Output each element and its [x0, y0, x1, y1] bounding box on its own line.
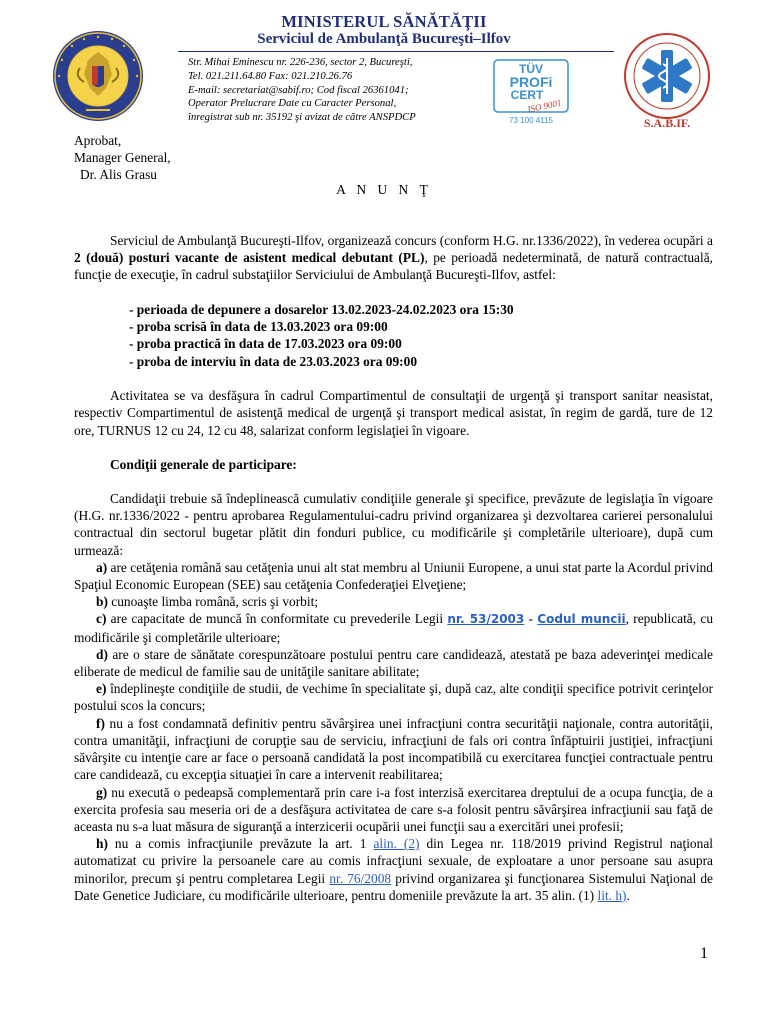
law-53-2003-link[interactable]: nr. 53/2003	[447, 612, 525, 627]
item-letter: c)	[96, 611, 107, 627]
intro-positions: 2 (două) posturi vacante de asistent medical debutant (PL)	[74, 250, 425, 266]
item-letter: a)	[96, 559, 108, 575]
tuv-line3: CERT	[510, 88, 544, 102]
item-text: nu a fost condamnată definitiv pentru săvârşirea unei infracţiuni contra securităţii naţionale, contra autorităţii, contra umanităţii, infracţiuni de corupţie sau de serviciu, infracţiuni de fals ori contra înfăptuirii justiţiei, infracţiuni săvârşite cu intenţie care ar face o persoană candidată la post incompatibilă cu exercitarea funcţiei contractuale pentru care candidează, cu excepţia situaţiei în care a intervenit reabilitarea;	[74, 715, 713, 783]
condition-item-b	[74, 593, 713, 610]
condition-item-e	[74, 680, 713, 714]
lit-h-link[interactable]: lit. h)	[597, 887, 627, 903]
sabif-label: S.A.B.IF.	[643, 116, 691, 130]
schedule-item: - proba scrisă în data de 13.03.2023 ora 09:00	[129, 319, 388, 335]
address-line: Str. Mihai Eminescu nr. 226-236, sector 2, Bucureşti,	[188, 57, 413, 68]
item-text: privind organizarea şi funcţionarea Sistemului Naţional de Date Genetice Judiciare, cu modificările ulterioare, pentru domeniile prevăzute la art. 35 alin. (1)	[74, 870, 713, 903]
approval-block	[74, 132, 171, 183]
tuv-iso: ISO 9001	[526, 97, 563, 115]
email-line: E-mail: secretariat@sabif.ro; Cod fiscal 26361041;	[188, 84, 409, 96]
item-text: are o stare de sănătate corespunzătoare postului pentru care candidează, atestată pe baza adeverinţei medicale eliberate de medicul de familie sau de unităţile sanitare abilitate;	[74, 646, 713, 680]
conditions-title: Condiţii generale de participare:	[110, 456, 297, 472]
tuv-number: 73 100 4115	[509, 116, 553, 125]
item-text: are cetăţenia română sau cetăţenia unui alt stat membru al Uniunii Europene, a unui stat parte la Acordul privind Spaţiul Economic European (SEE) sau cetăţenia Confederaţiei Elveţiene;	[74, 559, 713, 593]
schedule-item: - proba practică în data de 17.03.2023 ora 09:00	[129, 336, 402, 352]
operator-line: Operator Prelucrare Date cu Caracter Personal,	[188, 98, 397, 110]
item-text: nu execută o pedeapsă complementară prin care i-a fost interzisă exercitarea dreptului de a ocupa funcţia, de a exercita profesia sau meseria ori de a desfăşura activitatea de care s-a folosit pentru săvârşirea infracţiunii sau faţă de aceasta nu s-a luat măsura de siguranţă a interzicerii ocupării unei funcţii sau a exercitări unei profesii;	[74, 784, 713, 834]
page-number: 1	[700, 945, 708, 962]
schedule-item: - proba de interviu în data de 23.03.2023 ora 09:00	[129, 353, 418, 369]
tuv-profi-cert-logo-icon	[493, 59, 569, 125]
phone-line: Tel. 021.211.64.80 Fax: 021.210.26.76	[188, 70, 353, 82]
tuv-line1: TÜV	[519, 62, 543, 76]
service-title: Serviciul de Ambulanţă Bucureşti–Ilfov	[257, 31, 511, 47]
law-76-2008-link[interactable]: nr. 76/2008	[329, 870, 392, 886]
intro-text3: , pe perioadă nedeterminată, de natură contractuală, funcţie de execuţie, în cadrul substaţiilor Serviciului de Ambulanţă Bucureşti-Ilfov, astfel:	[74, 250, 713, 283]
intro-text1: Serviciul de Ambulanţă Bucureşti-Ilfov, organizează concurs (conform H.G. nr.1336/2022), în vederea ocupări a	[110, 233, 713, 248]
item-text: are capacitate de muncă în conformitate cu prevederile Legii	[106, 611, 448, 627]
document-title: A N U N Ţ	[336, 182, 432, 197]
sabif-star-of-life-seal-icon	[617, 32, 717, 130]
item-text: .	[626, 887, 630, 903]
approval-line2: Manager General,	[74, 150, 171, 165]
romania-coat-of-arms-seal-icon	[52, 30, 144, 122]
approval-line3: Dr. Alis Grasu	[80, 167, 157, 182]
condition-item-g	[74, 784, 713, 836]
condition-item-f	[74, 715, 713, 784]
item-text: din Legea nr. 118/2019 privind Registrul naţional automatizat cu privire la persoanele care au comis infracţiuni sexuale, de exploatare a unor persoane sau asupra minorilor, precum şi pentru completarea Legii	[74, 836, 713, 886]
item-text: , republicată, cu modificările şi completările ulterioare;	[74, 611, 714, 645]
codul-muncii-link[interactable]: Codul muncii	[537, 612, 626, 627]
schedule-item: - perioada de depunere a dosarelor 13.02.2023-24.02.2023 ora 15:30	[129, 301, 514, 317]
schedule-list	[74, 301, 713, 371]
contact-info	[188, 56, 488, 125]
condition-item-a	[74, 559, 713, 593]
tuv-line2: PROFi	[509, 74, 553, 90]
item-letter: h)	[96, 836, 108, 852]
item-sep: -	[524, 611, 538, 627]
conditions-intro: Candidaţii trebuie să îndeplinească cumulativ condiţiile generale şi specifice, prevăzute de legislaţia în vigoare (H.G. nr.1336/2022 - pentru aprobarea Regulamentului-cadru privind organizarea şi dezvoltarea carierei personalului contractual din sectorul bugetar plătit din fonduri publice, cu modificările şi completările ulterioare), după cum urmează:	[74, 491, 713, 558]
register-line: înregistrat sub nr. 35192 şi avizat de către ANSPDCP	[188, 112, 416, 124]
item-letter: b)	[96, 594, 108, 610]
item-letter: d)	[96, 646, 108, 662]
item-text: cunoaşte limba română, scris şi vorbit;	[107, 594, 319, 610]
item-text: îndeplineşte condiţiile de studii, de vechime în specialitate şi, după caz, alte condiţii specifice potrivit cerinţelor postului scos la concurs;	[74, 681, 713, 714]
ministry-title: MINISTERUL SĂNĂTĂŢII	[281, 12, 487, 31]
item-letter: f)	[96, 715, 105, 731]
approval-line1: Aprobat,	[74, 133, 122, 148]
item-text: nu a comis infracţiunile prevăzute la art. 1	[107, 836, 374, 852]
condition-item-d	[74, 646, 713, 680]
header-divider	[178, 51, 614, 52]
activity-paragraph: Activitatea se va desfăşura în cadrul Compartimentul de consultaţii de urgenţă şi transport sanitar neasistat, respectiv Compartimentul de asistenţă medical de urgenţă şi transport medical asistat, în regim de gardă, ture de 12 ore, TURNUS 12 cu 24, 12 cu 48, salarizat conform legislaţiei în vigoare.	[74, 388, 713, 438]
item-letter: e)	[96, 681, 107, 697]
condition-item-h	[74, 835, 713, 904]
alin-2-link[interactable]: alin. (2)	[373, 836, 420, 852]
item-letter: g)	[96, 784, 108, 800]
condition-item-c	[74, 610, 713, 645]
document-body	[74, 232, 713, 904]
intro-paragraph	[74, 232, 713, 284]
